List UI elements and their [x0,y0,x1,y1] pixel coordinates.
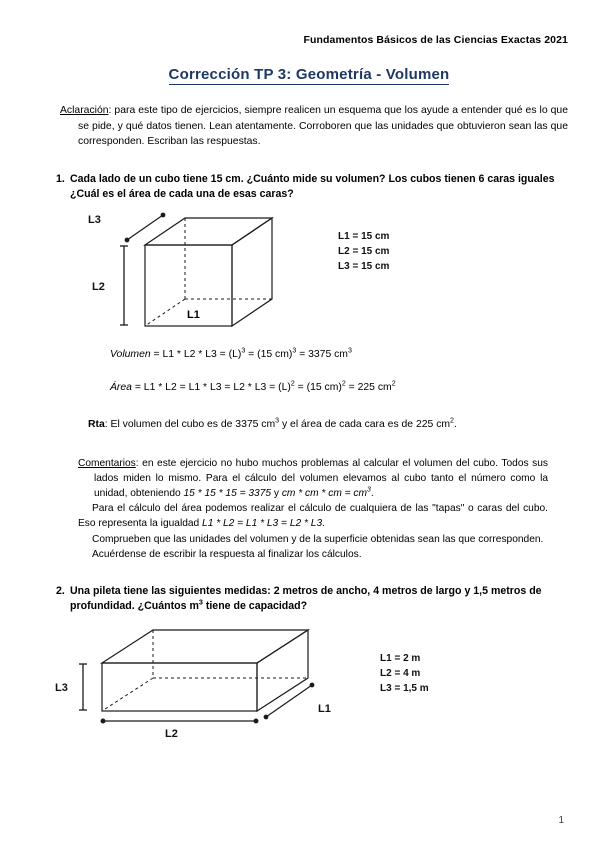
answer-line [88,417,568,432]
comments-line-1-italic-2: cm * cm * cm = $cm^3$ [281,486,371,499]
clarification-text: : para este tipo de ejercicios, siempre realicen un esquema que los ayude a entender qué es lo que se pide, y qué datos tienen. Lean atentamente. Corroboren que las unidades que obtuvieron sean las que corresponden. Escriban las respuestas. [78,105,568,147]
comments-block [78,456,548,562]
volume-formula [110,347,568,362]
cube-diagram-svg [50,209,570,327]
comments-line-1-text: : en este ejercicio no hubo muchos problemas al calcular el volumen del cubo. Todos sus lados miden lo mismo. Para el cálculo del volumen elevamos al cubo tanto el número como la unidad, obteniendo [94,457,548,499]
prism-l2-measure [101,719,258,723]
cube-legend-l3: L3 = 15 cm [338,260,390,272]
comments-line-4: Acuérdense de escribir la respuesta al finalizar los cálculos. [92,548,362,560]
cube-label-l3: L3 [88,213,101,226]
rectangular-prism-diagram [50,625,568,745]
page-title-wrap [50,66,568,85]
question-2-text: Una pileta tiene las siguientes medidas: 2 metros de ancho, 4 metros de largo y 1,5 metros de profundidad. ¿Cuántos $m^3$ tiene de capacidad? [70,584,542,613]
page-title: Corrección TP 3: Geometría - Volumen [168,66,450,83]
cube-legend-l2: L2 = 15 cm [338,245,390,257]
prism-top-face [102,630,308,663]
comments-line-1-mid: y [271,487,282,499]
cube-diagram [50,209,568,329]
question-1 [56,172,568,203]
answer-label: Rta [88,418,105,430]
cube-legend-l1: L1 = 15 cm [338,230,390,242]
cube-label-l1-text: L1 [187,308,200,321]
comments-line-3: Comprueben que las unidades del volumen y de la superficie obtenidas sean las que corresponden. [92,533,544,545]
prism-diagram-svg [50,625,570,743]
page-number: 1 [558,815,564,826]
course-header: Fundamentos Básicos de las Ciencias Exactas 2021 [303,34,568,46]
question-1-number: 1. [56,172,65,185]
question-2-number: 2. [56,584,65,597]
area-formula [110,380,568,395]
answer-text: : El volumen del cubo es de 3375 $cm^3$ y el área de cada cara es de 225 $cm^2$. [104,417,457,430]
cube-l2-measure [120,246,128,325]
comments-line-2-end: . [322,518,325,530]
prism-label-l3: L3 [55,681,68,694]
comments-line-2 [78,501,548,531]
prism-right-face [257,630,308,711]
prism-label-l2: L2 [165,727,178,740]
comments-line-1-end: . [370,487,374,499]
comments-line-2-italic: L1 * L2 = L1 * L3 = L2 * L3 [202,518,323,530]
clarification-label: Aclaración [60,105,109,116]
area-formula-label: Área [110,381,132,393]
prism-legend-l1: L1 = 2 m [380,652,421,664]
clarification-paragraph [60,103,568,150]
question-2 [56,584,568,615]
question-1-text: Cada lado de un cubo tiene 15 cm. ¿Cuánto mide su volumen? Los cubos tienen 6 caras iguales ¿Cuál es el área de cada una de esas caras? [70,172,555,200]
comments-line-2-pre: Para el cálculo del área podemos realizar el cálculo de cualquiera de las "tapas" o caras del cubo. Eso representa la igualdad [78,503,548,530]
prism-l3-measure [79,664,87,710]
prism-hidden-edges [102,630,308,711]
comments-line-1 [78,456,548,502]
cube-hidden-edges [145,218,272,326]
comments-line-1-italic: 15 * 15 * 15 = 3375 [183,487,272,499]
prism-label-l1: L1 [318,702,331,715]
cube-right-face [232,218,272,326]
volume-formula-body: = $L1 * L2 * L3 = (L)^3 = (15$ cm)$^3$ = 3375 $cm^3$ [150,347,352,360]
cube-l3-measure [125,213,165,242]
prism-legend-l2: L2 = 4 m [380,667,421,679]
comments-label: Comentarios [78,457,136,469]
volume-formula-label: Volumen [110,348,151,360]
cube-label-l2: L2 [92,280,105,293]
area-formula-body: = $L1 * L2 = L1 * L3 = L2 * L3 = (L)^2 = (15$ cm)$^2$ = 225 $cm^2$ [131,380,396,393]
prism-legend-l3: L3 = 1,5 m [380,682,429,694]
prism-front-face [102,663,257,711]
